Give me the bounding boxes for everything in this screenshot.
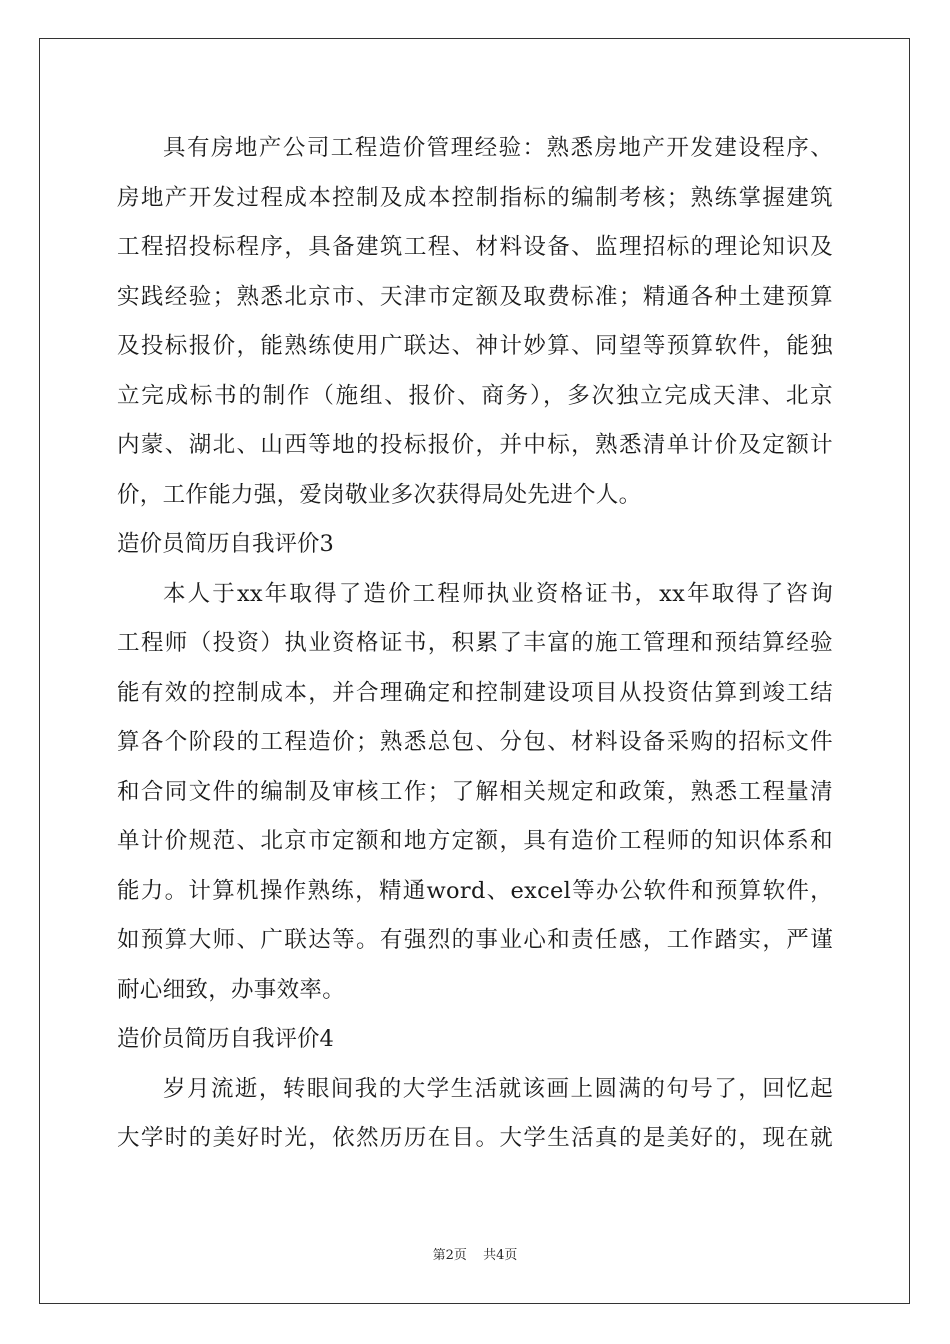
text-line: 内蒙、湖北、山西等地的投标报价，并中标，熟悉清单计价及定额计 [117, 432, 833, 458]
text-line: 和合同文件的编制及审核工作；了解相关规定和政策，熟悉工程量清 [117, 778, 833, 805]
section-heading: 造价员简历自我评价4 [117, 1026, 334, 1052]
text-line: 能有效的控制成本，并合理确定和控制建设项目从投资估算到竣工结 [117, 679, 833, 706]
text-line: 具有房地产公司工程造价管理经验：熟悉房地产开发建设程序、 [163, 135, 833, 161]
text-line: 算各个阶段的工程造价；熟悉总包、分包、材料设备采购的招标文件 [117, 729, 833, 755]
text-line: 及投标报价，能熟练使用广联达、神计妙算、同望等预算软件，能独 [117, 333, 833, 359]
text-line: 岁月流逝，转眼间我的大学生活就该画上圆满的句号了，回忆起 [163, 1075, 833, 1102]
document-body [117, 124, 833, 1164]
text-line: 实践经验；熟悉北京市、天津市定额及取费标准；精通各种土建预算 [117, 283, 833, 310]
text-line: 立完成标书的制作（施组、报价、商务），多次独立完成天津、北京 [117, 382, 833, 409]
text-line: 本人于xx年取得了造价工程师执业资格证书，xx年取得了咨询 [163, 580, 833, 607]
text-line: 如预算大师、广联达等。有强烈的事业心和责任感，工作踏实，严谨 [117, 927, 833, 953]
text-line: 大学时的美好时光，依然历历在目。大学生活真的是美好的，现在就 [117, 1125, 833, 1151]
paragraph [117, 570, 833, 1016]
text-line: 工程招投标程序，具备建筑工程、材料设备、监理招标的理论知识及 [117, 234, 833, 260]
page-number: 第2页 [432, 1248, 467, 1263]
text-line: 单计价规范、北京市定额和地方定额，具有造价工程师的知识体系和 [117, 828, 833, 854]
text-line: 房地产开发过程成本控制及成本控制指标的编制考核；熟练掌握建筑 [117, 184, 833, 211]
section-heading: 造价员简历自我评价3 [117, 531, 334, 557]
paragraph [117, 1065, 833, 1164]
page-footer [0, 1244, 950, 1263]
text-line: 耐心细致，办事效率。 [117, 976, 346, 1003]
text-line: 工程师（投资）执业资格证书，积累了丰富的施工管理和预结算经验 [117, 630, 833, 656]
text-line: 价，工作能力强，爱岗敬业多次获得局处先进个人。 [117, 481, 642, 508]
page-total: 共4页 [483, 1248, 518, 1263]
paragraph [117, 124, 833, 520]
text-line: 能力。计算机操作熟练，精通word、excel等办公软件和预算软件， [117, 877, 833, 904]
